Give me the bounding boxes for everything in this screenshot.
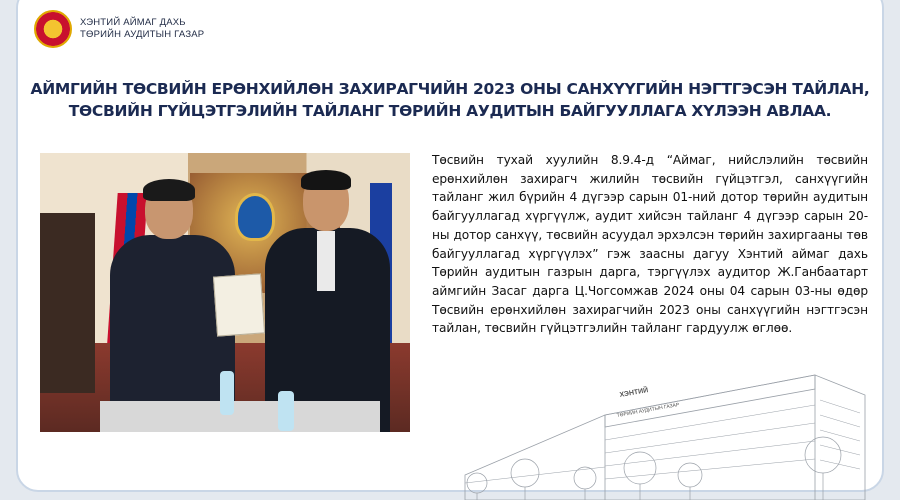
- building-sign-line2: ТӨРИЙН АУДИТЫН ГАЗАР: [616, 402, 680, 419]
- org-emblem-icon: [34, 10, 72, 48]
- photo-water-bottle: [220, 371, 234, 415]
- title-line1: АЙМГИЙН ТӨСВИЙН ЕРӨНХИЙЛӨН ЗАХИРАГЧИЙН 2023 ОНЫ САНХҮҮГИЙН НЭГТГЭСЭН ТАЙЛАН,: [30, 80, 870, 98]
- building-sign-line1: ХЭНТИЙ: [619, 387, 649, 399]
- org-name-line1: ХЭНТИЙ АЙМАГ ДАХЬ: [80, 17, 186, 28]
- article-body: Төсвийн тухай хуулийн 8.9.4-д “Аймаг, нийслэлийн төсвийн ерөнхийлөн захирагч жилийн төсвийн гүйцэтгэл, санхүүгийн тайланг жил бүрийн 4 дүгээр сарын 01-ний дотор төрийн аудитын байгууллагад хүргүүлж, аудит хийсэн тайланг 4 дүгээр сарын 20-ны дотор санхүү, төсвийн асуудал эрхэлсэн төрийн захиргааны төв байгууллагад хүргүүлэх” гэж заасны дагуу Хэнтий аймаг дахь Төрийн аудитын газрын дарга, тэргүүлэх аудитор Ж.Ганбаатарт аймгийн Засаг дарга Ц.Чогсомжав 2024 оны 04 сарын 03-ны өдөр Төсвийн ерөнхийлөн захирагчийн 2023 оны санхүүгийн нэгтгэсэн тайлан, төсвийн гүйцэтгэлийн тайланг гардуулж өглөө.: [432, 153, 868, 336]
- org-header: [34, 10, 204, 48]
- photo-shelf: [40, 213, 95, 393]
- corner-decoration: [16, 424, 94, 492]
- building-illustration: [455, 355, 875, 500]
- photo-table: [100, 401, 380, 432]
- title-line2: ТӨСВИЙН ГҮЙЦЭТГЭЛИЙН ТАЙЛАНГ ТӨРИЙН АУДИТЫН БАЙГУУЛЛАГА ХҮЛЭЭН АВЛАА.: [68, 102, 832, 120]
- org-name-line2: ТӨРИЙН АУДИТЫН ГАЗАР: [80, 29, 205, 40]
- page-title: [0, 78, 900, 122]
- person-left-hair: [143, 179, 195, 201]
- photo-document: [213, 273, 265, 336]
- photo-water-bottle: [278, 391, 294, 431]
- person-right-hair: [301, 170, 351, 190]
- photo-person-left: [110, 183, 230, 432]
- org-name: [80, 17, 204, 41]
- event-photo: [40, 153, 410, 432]
- person-right-shirt: [317, 231, 335, 291]
